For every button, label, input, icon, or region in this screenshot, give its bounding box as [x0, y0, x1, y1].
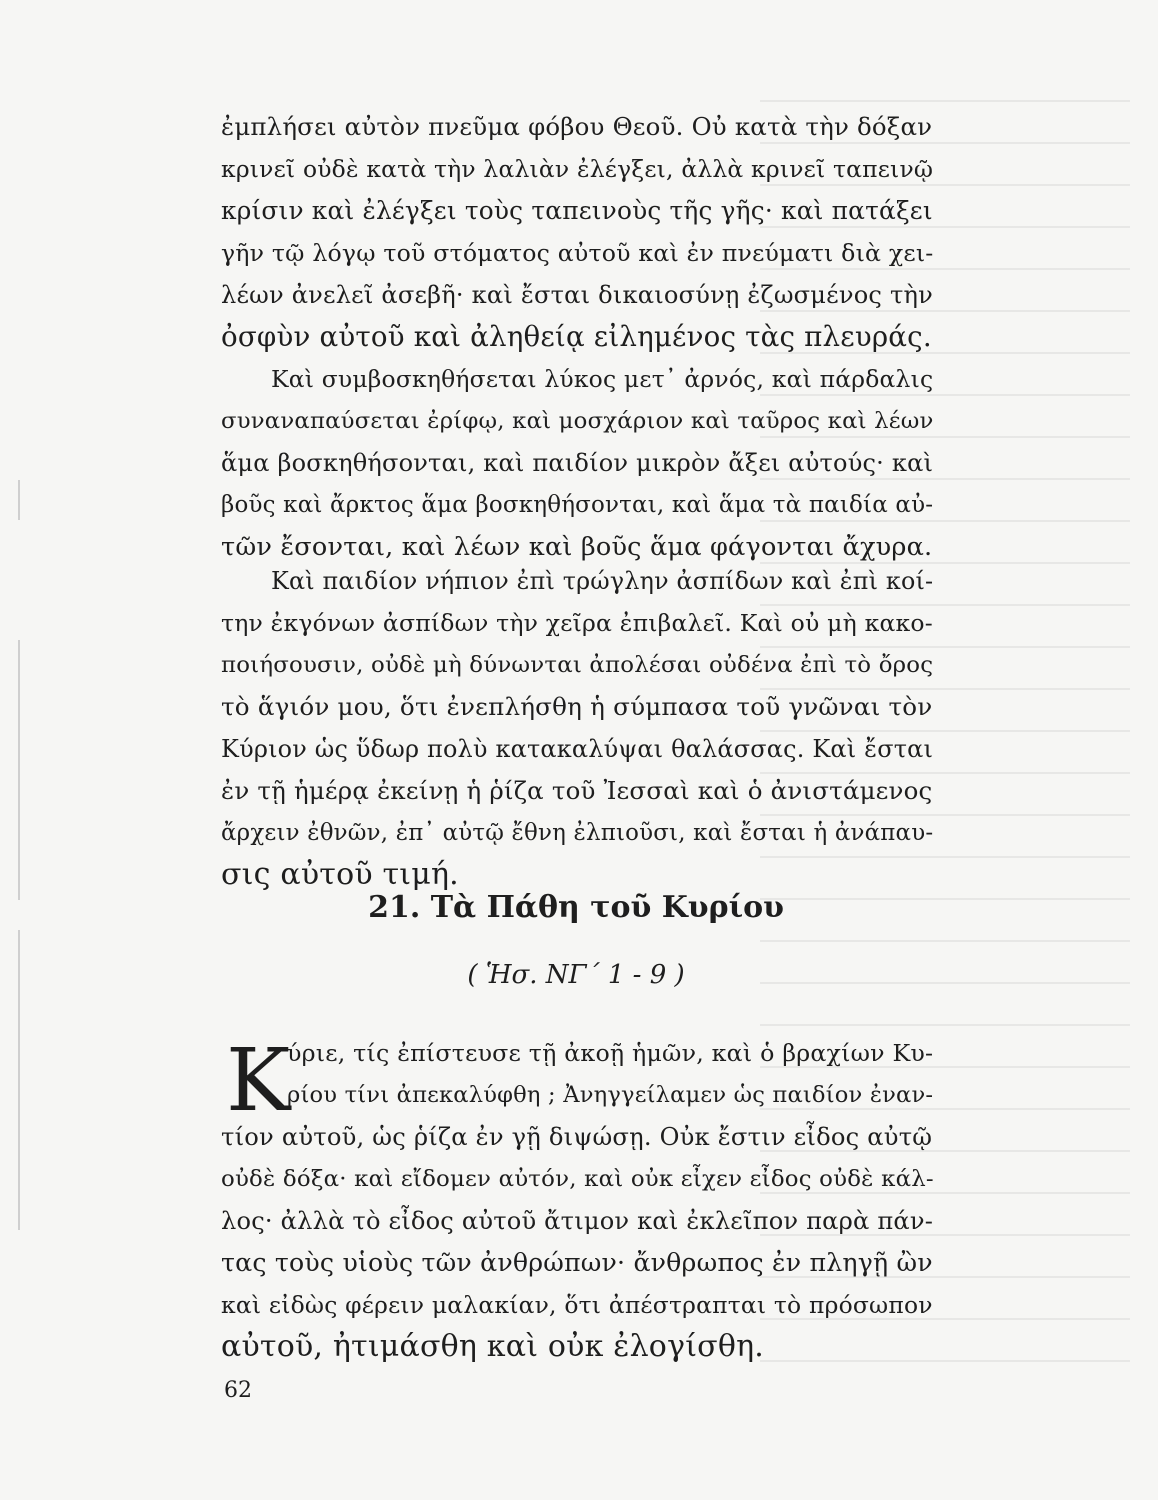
- text-line: αὐτοῦ, ἠτιμάσθη καὶ οὐκ ἐλογίσθη.: [221, 1329, 765, 1364]
- gutter-mark: [18, 930, 20, 1230]
- gutter-mark: [18, 480, 20, 520]
- text-line: ἐν τῇ ἡμέρᾳ ἐκείνῃ ἡ ῥίζα τοῦ Ἰεσσαὶ καὶ ὁ ἀνιστάμενος: [221, 776, 933, 805]
- text-line: σις αὐτοῦ τιμή.: [221, 857, 459, 892]
- text-line: τίον αὐτοῦ, ὡς ῥίζα ἐν γῇ διψώσῃ. Οὐκ ἔστιν εἶδος αὐτῷ: [221, 1123, 933, 1151]
- drop-cap: Κ: [226, 1031, 291, 1131]
- text-line: συναναπαύσεται ἐρίφῳ, καὶ μοσχάριον καὶ ταῦρος καὶ λέων: [221, 408, 934, 434]
- text-line: Καὶ συμβοσκηθήσεται λύκος μετ᾿ ἀρνός, καὶ πάρδαλις: [271, 365, 934, 393]
- text-line: τῶν ἔσονται, καὶ λέων καὶ βοῦς ἅμα φάγονται ἄχυρα.: [221, 532, 933, 562]
- text-line: τας τοὺς υἱοὺς τῶν ἀνθρώπων· ἄνθρωπος ἐν πληγῇ ὢν: [221, 1248, 933, 1277]
- text-line: κρίσιν καὶ ἐλέγξει τοὺς ταπεινοὺς τῆς γῆς· καὶ πατάξει: [221, 196, 933, 225]
- section-title: 21. Τὰ Πάθη τοῦ Κυρίου: [368, 890, 784, 925]
- text-line: γῆν τῷ λόγῳ τοῦ στόματος αὐτοῦ καὶ ἐν πνεύματι διὰ χει-: [221, 239, 934, 267]
- text-line: οὐδὲ δόξα· καὶ εἴδομεν αὐτόν, καὶ οὐκ εἶχεν εἶδος οὐδὲ κάλ-: [221, 1166, 934, 1192]
- text-line: βοῦς καὶ ἄρκτος ἅμα βοσκηθήσονται, καὶ ἅμα τὰ παιδία αὐ-: [221, 492, 934, 518]
- section-body: [221, 1116, 934, 1368]
- text-line: ἄρχειν ἐθνῶν, ἐπ᾿ αὐτῷ ἔθνη ἐλπιοῦσι, καὶ ἔσται ἡ ἀνάπαυ-: [221, 820, 934, 846]
- text-line: ἅμα βοσκηθήσονται, καὶ παιδίον μικρὸν ἄξει αὐτούς· καὶ: [221, 449, 934, 477]
- dropcap-lines: [287, 1032, 934, 1116]
- text-line: κρινεῖ οὐδὲ κατὰ τὴν λαλιὰν ἐλέγξει, ἀλλὰ κρινεῖ ταπεινῷ: [221, 155, 934, 183]
- text-line: Καὶ παιδίον νήπιον ἐπὶ τρώγλην ἀσπίδων καὶ ἐπὶ κοί-: [271, 567, 934, 595]
- paragraph-3: [221, 560, 934, 896]
- text-line: ὀσφὺν αὐτοῦ καὶ ἀληθείᾳ εἰλημένος τὰς πλευράς.: [221, 320, 932, 353]
- text-line: λέων ἀνελεῖ ἀσεβῆ· καὶ ἔσται δικαιοσύνῃ ἐζωσμένος τὴν: [221, 281, 933, 309]
- paragraph-1: [221, 106, 934, 358]
- page-number: 62: [224, 1378, 252, 1403]
- text-line: ποιήσουσιν, οὐδὲ μὴ δύνωνται ἀπολέσαι οὐδένα ἐπὶ τὸ ὄρος: [221, 652, 934, 678]
- text-line: ύριε, τίς ἐπίστευσε τῇ ἀκοῇ ἡμῶν, καὶ ὁ βραχίων Κυ-: [287, 1039, 934, 1067]
- text-line: την ἐκγόνων ἀσπίδων τὴν χεῖρα ἐπιβαλεῖ. Καὶ οὐ μὴ κακο-: [221, 609, 933, 637]
- text-line: ρίου τίνι ἀπεκαλύφθη ; Ἀνηγγείλαμεν ὡς παιδίον ἐναν-: [287, 1082, 934, 1108]
- text-line: καὶ εἰδὼς φέρειν μαλακίαν, ὅτι ἀπέστραπται τὸ πρόσωπον: [221, 1291, 933, 1319]
- text-line: Κύριον ὡς ὕδωρ πολὺ κατακαλύψαι θαλάσσας. Καὶ ἔσται: [221, 735, 934, 763]
- text-line: ἐμπλήσει αὐτὸν πνεῦμα φόβου Θεοῦ. Οὐ κατὰ τὴν δόξαν: [221, 112, 933, 141]
- text-line: τὸ ἅγιόν μου, ὅτι ἐνεπλήσθη ἡ σύμπασα τοῦ γνῶναι τὸν: [221, 692, 933, 721]
- gutter-mark: [18, 640, 20, 900]
- text-line: λος· ἀλλὰ τὸ εἶδος αὐτοῦ ἄτιμον καὶ ἐκλεῖπον παρὰ πάν-: [221, 1207, 934, 1235]
- scripture-reference: ( Ἡσ. ΝΓ΄ 1 - 9 ): [467, 960, 685, 990]
- paragraph-2: [221, 358, 934, 568]
